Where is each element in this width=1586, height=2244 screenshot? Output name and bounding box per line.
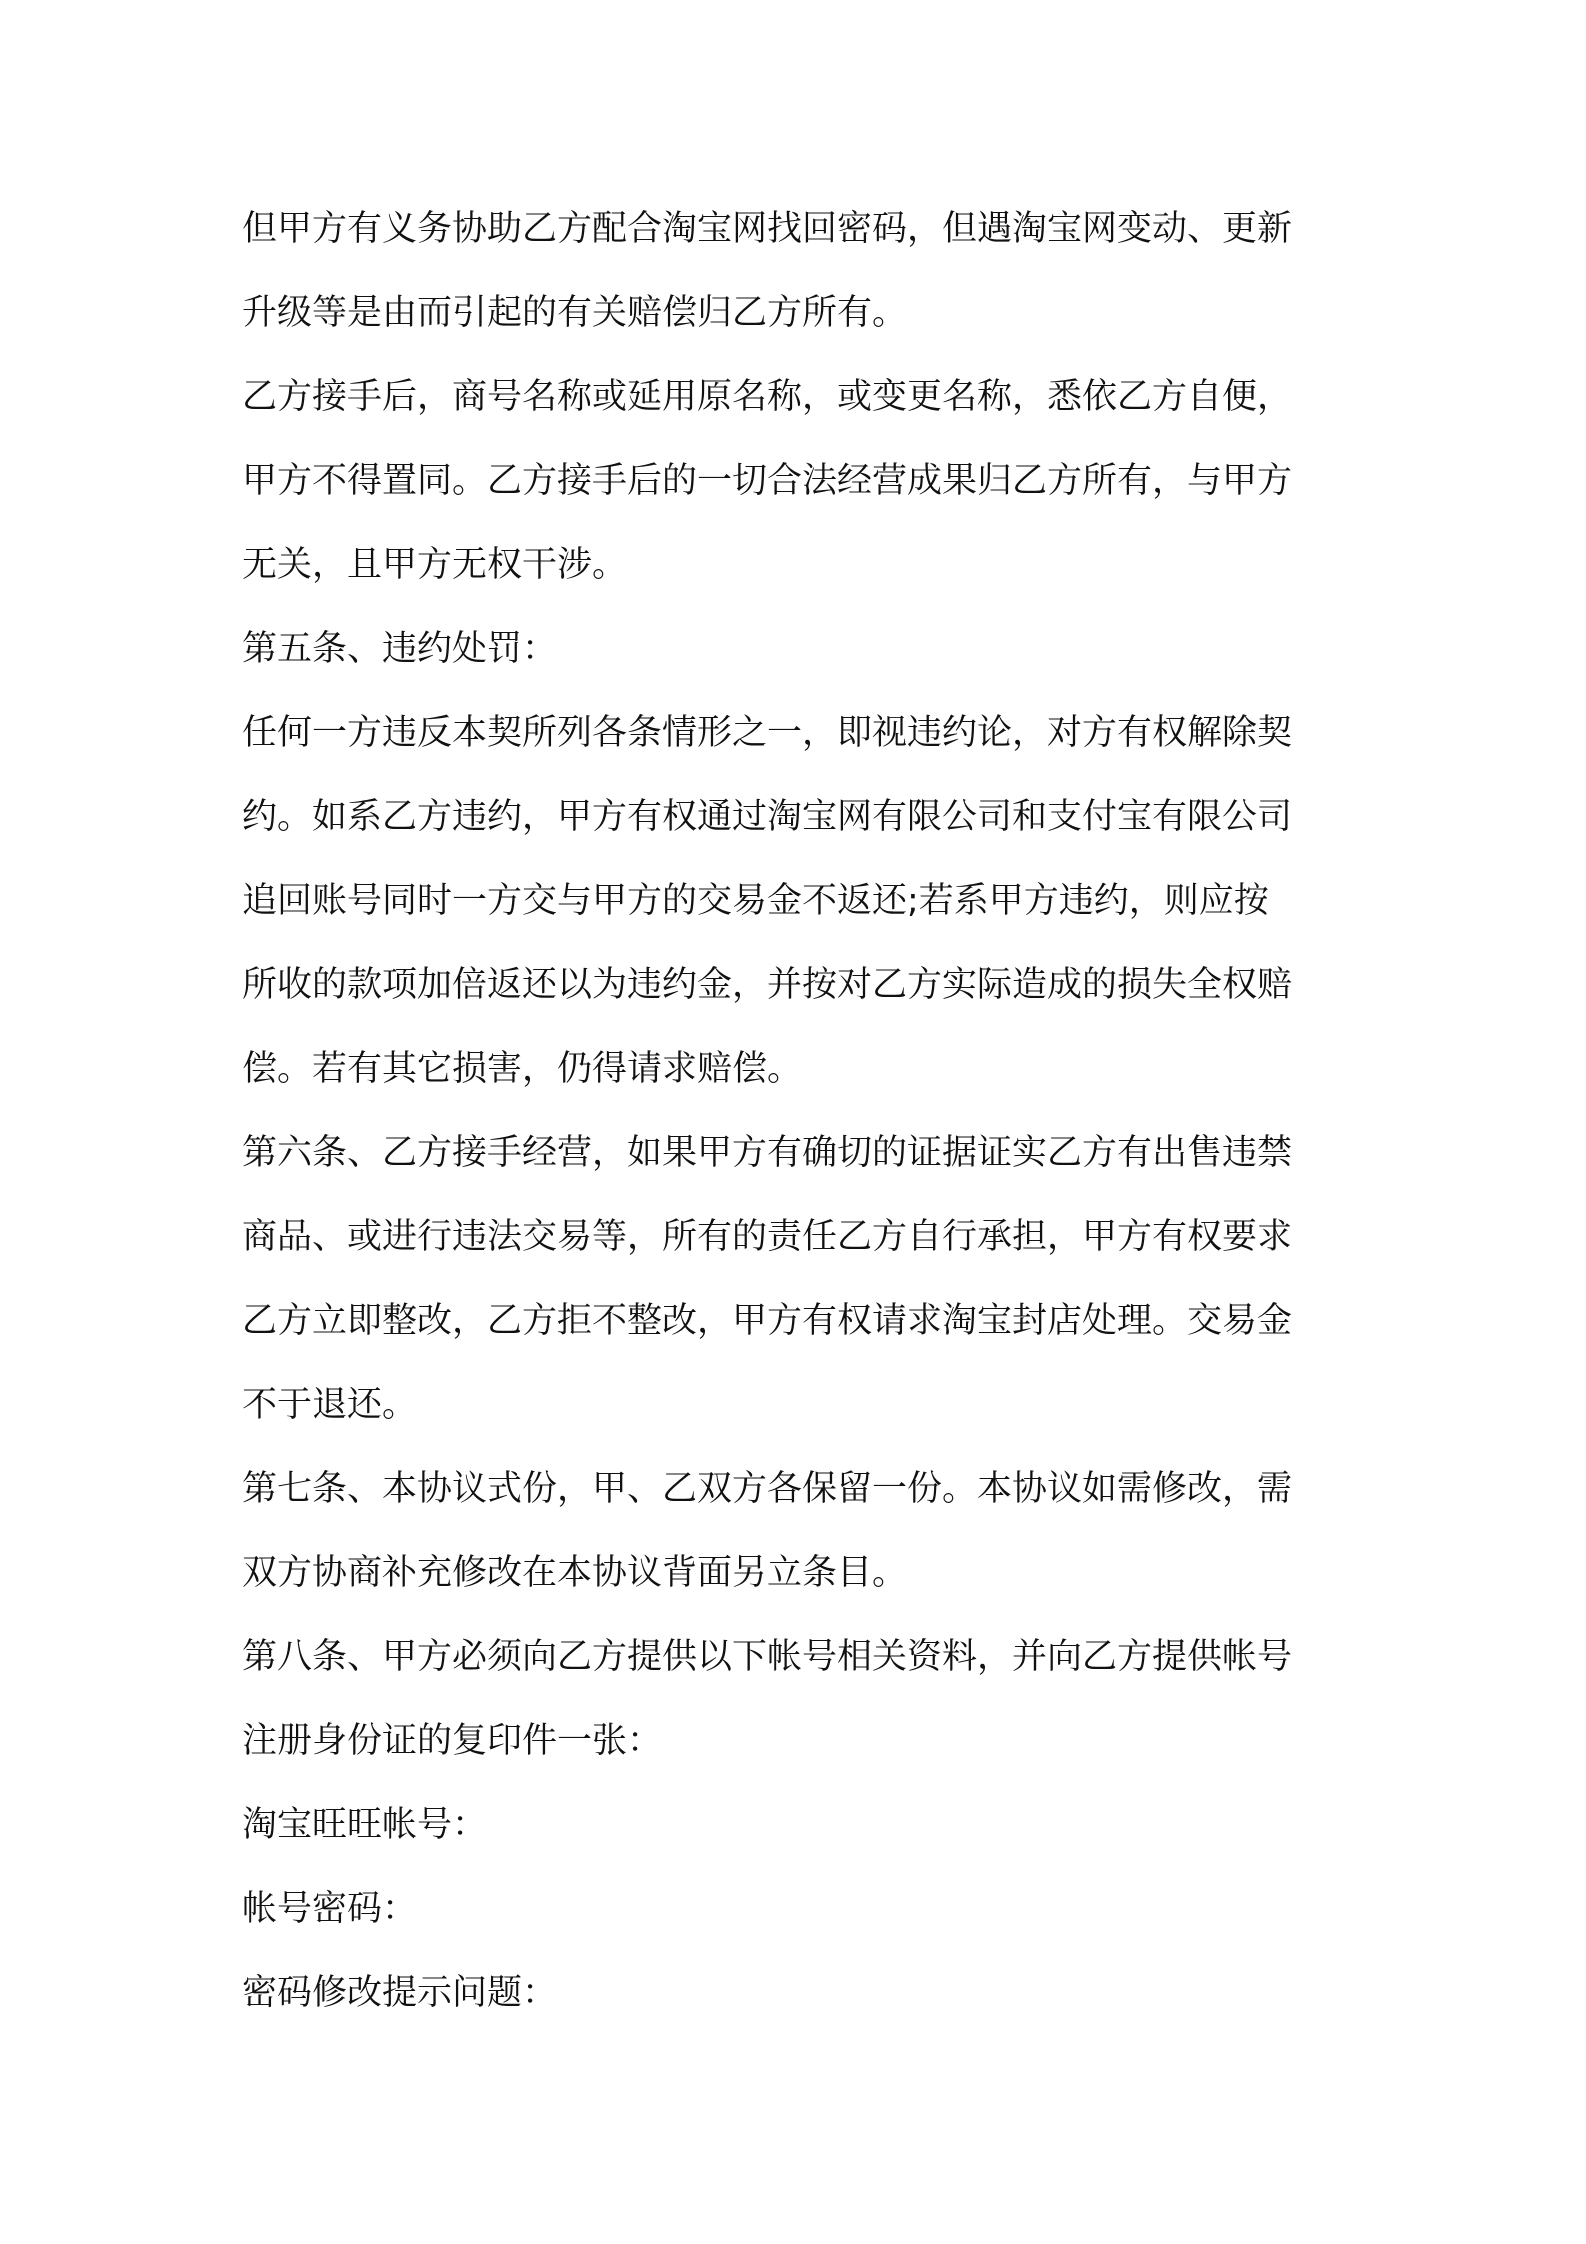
text-line: 任何一方违反本契所列各条情形之一，即视违约论，对方有权解除契 [242,713,1293,753]
text-line: 但甲方有义务协助乙方配合淘宝网找回密码，但遇淘宝网变动、更新 [242,209,1293,249]
section-heading-article-5: 第五条、违约处罚： [242,629,558,669]
article-7-line: 第七条、本协议式份，甲、乙双方各保留一份。本协议如需修改，需 [242,1469,1293,1509]
text-line: 无关，且甲方无权干涉。 [242,545,628,585]
text-line: 商品、或进行违法交易等，所有的责任乙方自行承担，甲方有权要求 [242,1217,1293,1257]
text-line: 甲方不得置同。乙方接手后的一切合法经营成果归乙方所有，与甲方 [242,461,1293,501]
text-line: 偿。若有其它损害，仍得请求赔偿。 [242,1049,803,1089]
text-line: 不于退还。 [242,1385,418,1425]
text-line: 追回账号同时一方交与甲方的交易金不返还;若系甲方违约，则应按 [242,881,1269,921]
text-line: 乙方接手后，商号名称或延用原名称，或变更名称，悉依乙方自便， [242,377,1293,417]
field-label-account-password: 帐号密码： [242,1889,418,1929]
text-line: 升级等是由而引起的有关赔偿归乙方所有。 [242,293,908,333]
article-8-line: 第八条、甲方必须向乙方提供以下帐号相关资料，并向乙方提供帐号 [242,1637,1293,1677]
text-line: 注册身份证的复印件一张： [242,1721,663,1761]
field-label-password-hint-question: 密码修改提示问题： [242,1973,558,2013]
text-line: 乙方立即整改，乙方拒不整改，甲方有权请求淘宝封店处理。交易金 [242,1301,1293,1341]
text-line: 约。如系乙方违约，甲方有权通过淘宝网有限公司和支付宝有限公司 [242,797,1293,837]
field-label-wangwang-account: 淘宝旺旺帐号： [242,1805,488,1845]
text-line: 所收的款项加倍返还以为违约金，并按对乙方实际造成的损失全权赔 [242,965,1293,1005]
article-6-line: 第六条、乙方接手经营，如果甲方有确切的证据证实乙方有出售违禁 [242,1133,1293,1173]
text-line: 双方协商补充修改在本协议背面另立条目。 [242,1553,908,1593]
